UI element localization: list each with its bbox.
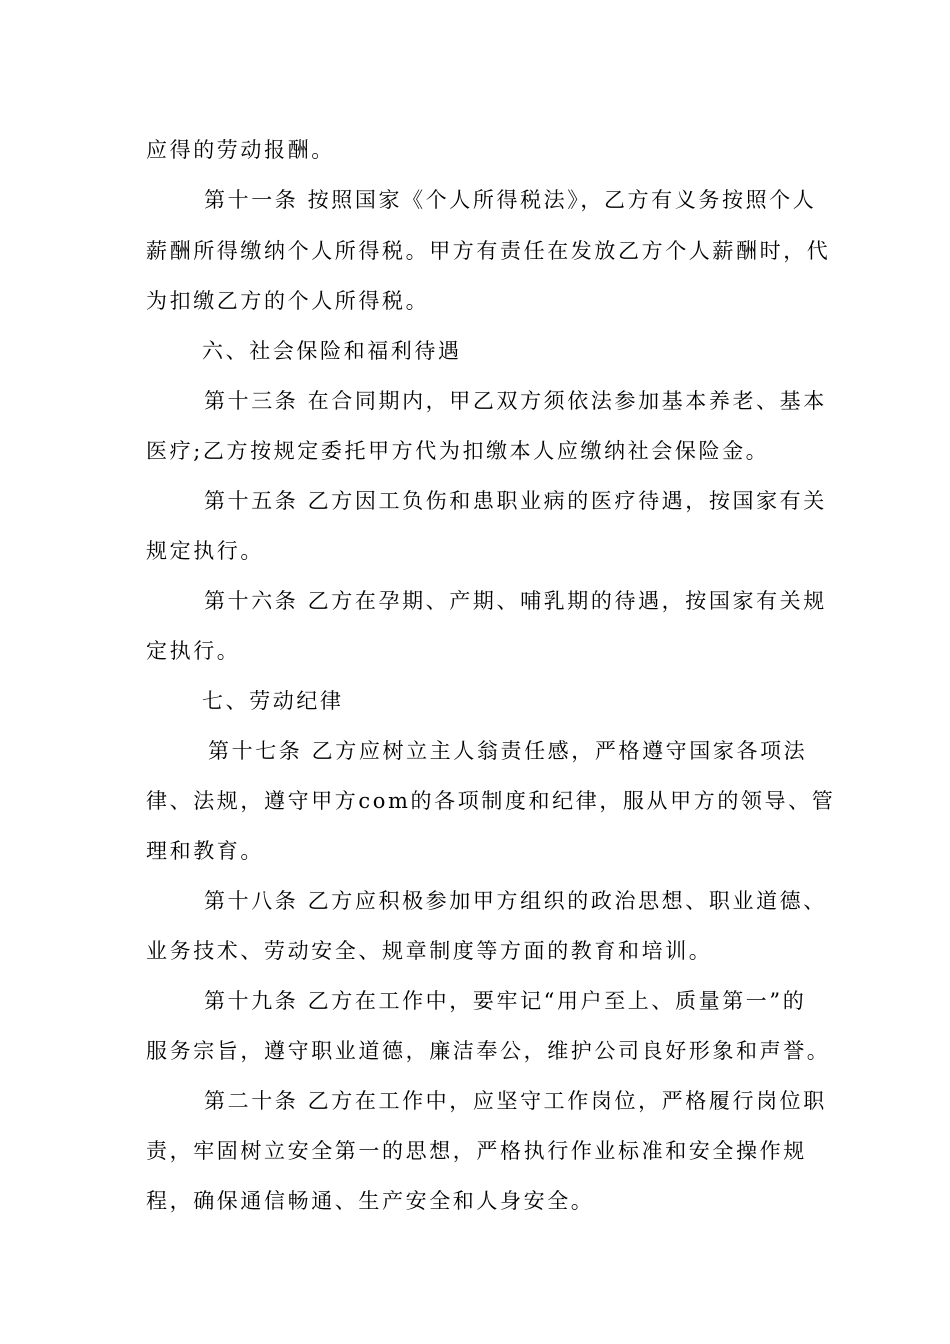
article-19-line: 第十九条 乙方在工作中，要牢记“用户至上、质量第一”的 bbox=[204, 989, 807, 1013]
article-17-line: 第十七条 乙方应树立主人翁责任感，严格遵守国家各项法 bbox=[208, 739, 808, 763]
article-18-line: 第十八条 乙方应积极参加甲方组织的政治思想、职业道德、 bbox=[204, 889, 827, 913]
text-line: 服务宗旨，遵守职业道德，廉洁奉公，维护公司良好形象和声誉。 bbox=[146, 1039, 831, 1063]
article-15-line: 第十五条 乙方因工负伤和患职业病的医疗待遇，按国家有关 bbox=[204, 489, 827, 513]
text-line: 医疗;乙方按规定委托甲方代为扣缴本人应缴纳社会保险金。 bbox=[146, 439, 770, 463]
text-line: 薪酬所得缴纳个人所得税。甲方有责任在发放乙方个人薪酬时，代 bbox=[146, 239, 831, 263]
text-line: 为扣缴乙方的个人所得税。 bbox=[146, 289, 430, 313]
section-heading-labor-discipline: 七、劳动纪律 bbox=[202, 689, 344, 713]
article-11-line: 第十一条 按照国家《个人所得税法》，乙方有义务按照个人 bbox=[204, 188, 817, 212]
text-line: 业务技术、劳动安全、规章制度等方面的教育和培训。 bbox=[146, 939, 713, 963]
text-line: 律、法规，遵守甲方com的各项制度和纪律，服从甲方的领导、管 bbox=[146, 789, 836, 813]
text-line: 规定执行。 bbox=[146, 539, 264, 563]
article-16-line: 第十六条 乙方在孕期、产期、哺乳期的待遇，按国家有关规 bbox=[204, 589, 827, 613]
text-line: 应得的劳动报酬。 bbox=[146, 138, 335, 162]
text-line: 责，牢固树立安全第一的思想，严格执行作业标准和安全操作规 bbox=[146, 1139, 807, 1163]
text-line: 程，确保通信畅通、生产安全和人身安全。 bbox=[146, 1189, 595, 1213]
text-line: 定执行。 bbox=[146, 639, 241, 663]
article-13-line: 第十三条 在合同期内，甲乙双方须依法参加基本养老、基本 bbox=[204, 389, 827, 413]
text-line: 理和教育。 bbox=[146, 839, 264, 863]
section-heading-social-insurance: 六、社会保险和福利待遇 bbox=[202, 339, 462, 363]
article-20-line: 第二十条 乙方在工作中，应坚守工作岗位，严格履行岗位职 bbox=[204, 1089, 827, 1113]
